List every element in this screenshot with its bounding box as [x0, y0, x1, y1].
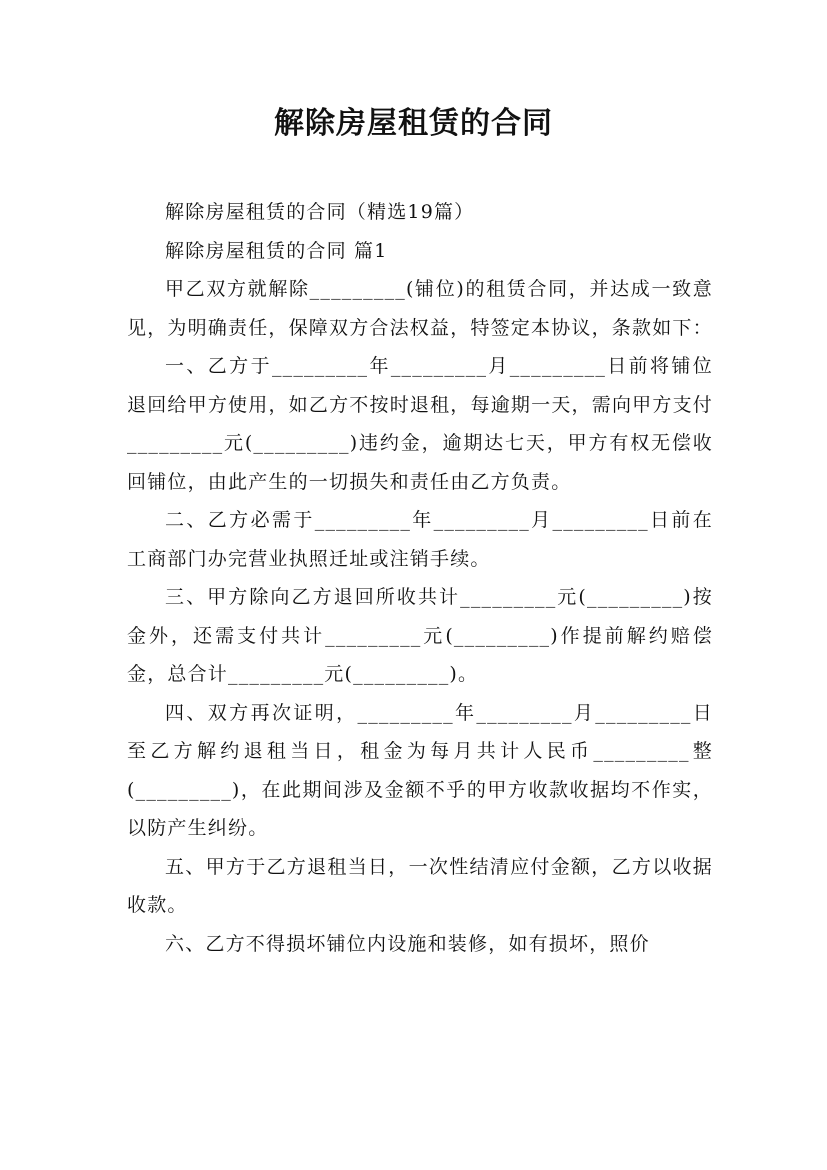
- paragraph-intro: 甲乙双方就解除_________(铺位)的租赁合同，并达成一致意见，为明确责任，保障双方合法权益，特签定本协议，条款如下：: [127, 278, 713, 339]
- paragraph-clause-4: 四、双方再次证明，_________年_________月_________日至乙方解约退租当日，租金为每月共计人民币_________整(_________)，在此期间涉及金额不乎的甲方收款收据均不作实，以防产生纠纷。: [127, 701, 713, 839]
- paragraph-clause-6: 六、乙方不得损坏铺位内设施和装修，如有损坏，照价: [165, 932, 650, 955]
- paragraph-clause-1: 一、乙方于_________年_________月_________日前将铺位退回给甲方使用，如乙方不按时退租，每逾期一天，需向甲方支付_________元(_________)违约金，逾期达七天，甲方有权无偿收回铺位，由此产生的一切损失和责任由乙方负责。: [127, 355, 713, 493]
- document-body: [127, 193, 713, 963]
- paragraph-clause-5: 五、甲方于乙方退租当日，一次性结清应付金额，乙方以收据收款。: [127, 855, 713, 916]
- paragraph-clause-3: 三、甲方除向乙方退回所收共计_________元(_________)按金外，还需支付共计_________元(_________)作提前解约赔偿金，总合计_________元(_________)。: [127, 586, 713, 685]
- document-title: 解除房屋租赁的合同: [274, 106, 553, 141]
- paragraph-subtitle: 解除房屋租赁的合同（精选19篇）: [165, 201, 475, 223]
- paragraph-section-heading: 解除房屋租赁的合同 篇1: [165, 239, 388, 262]
- paragraph-clause-2: 二、乙方必需于_________年_________月_________日前在工商部门办完营业执照迁址或注销手续。: [127, 509, 713, 570]
